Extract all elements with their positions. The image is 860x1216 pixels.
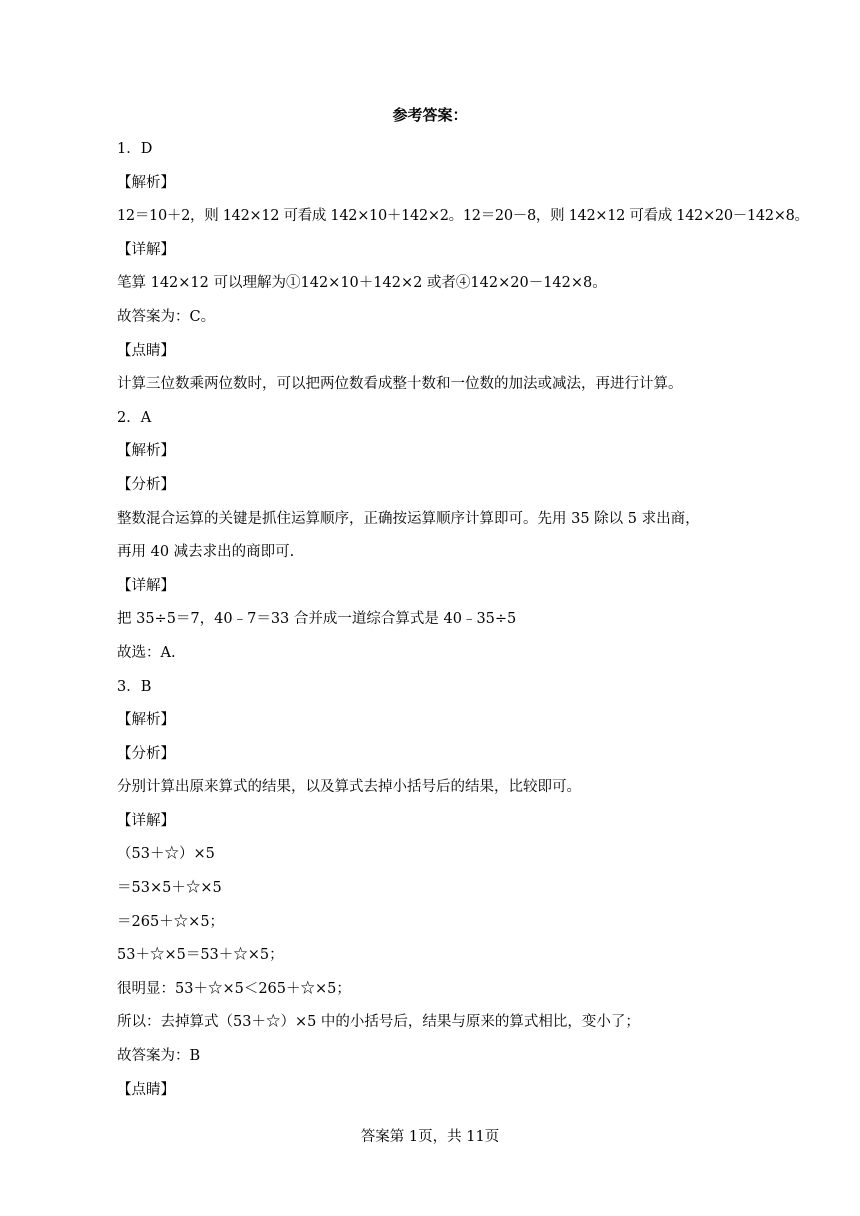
answer-number: 2．A: [117, 409, 152, 426]
section-heading: 【解析】: [117, 174, 175, 191]
body-text: 分别计算出原来算式的结果，以及算式去掉小括号后的结果，比较即可。: [117, 779, 581, 796]
answer-conclusion: 故答案为：B: [117, 1048, 201, 1065]
body-text: 整数混合运算的关键是抓住运算顺序，正确按运算顺序计算即可。先用 35 除以 5 求出商，: [117, 510, 700, 527]
body-text: 把 35÷5＝7，40﹣7＝33 合并成一道综合算式是 40﹣35÷5: [117, 611, 517, 628]
math-step: 很明显：53＋☆×5＜265＋☆×5；: [117, 980, 351, 997]
answer-content: [117, 133, 809, 1107]
answer-number: 1．D: [117, 141, 153, 157]
page-title: 参考答案：: [392, 106, 468, 124]
math-step: （53＋☆）×5: [117, 846, 215, 863]
math-step: ＝53×5＋☆×5: [117, 880, 222, 897]
body-text: 计算三位数乘两位数时，可以把两位数看成整十数和一位数的加法或减法，再进行计算。: [117, 376, 683, 393]
section-heading: 【解析】: [117, 443, 175, 460]
body-text: 12＝10＋2，则 142×12 可看成 142×10＋142×2。12＝20－8，则 142×12 可看成 142×20－142×8。: [117, 208, 809, 225]
math-step: ＝265＋☆×5；: [117, 913, 225, 930]
page-footer: 答案第 1页，共 11页: [360, 1129, 500, 1145]
body-text: 再用 40 减去求出的商即可.: [117, 544, 295, 561]
section-heading: 【详解】: [117, 241, 175, 258]
section-heading: 【分析】: [117, 476, 175, 493]
body-text: 笔算 142×12 可以理解为①142×10＋142×2 或者④142×20－142×8。: [117, 275, 607, 292]
section-heading: 【点睛】: [117, 1081, 175, 1098]
section-heading: 【详解】: [117, 812, 175, 829]
section-heading: 【分析】: [117, 745, 175, 762]
answer-conclusion: 故选：A.: [117, 644, 176, 661]
section-heading: 【详解】: [117, 577, 175, 594]
section-heading: 【解析】: [117, 712, 175, 729]
answer-number: 3．B: [117, 678, 152, 695]
answer-conclusion: 故答案为：C。: [117, 308, 216, 325]
math-step: 53＋☆×5＝53＋☆×5；: [117, 947, 284, 964]
section-heading: 【点睛】: [117, 342, 175, 359]
body-text: 所以：去掉算式（53＋☆）×5 中的小括号后，结果与原来的算式相比，变小了；: [117, 1014, 640, 1031]
